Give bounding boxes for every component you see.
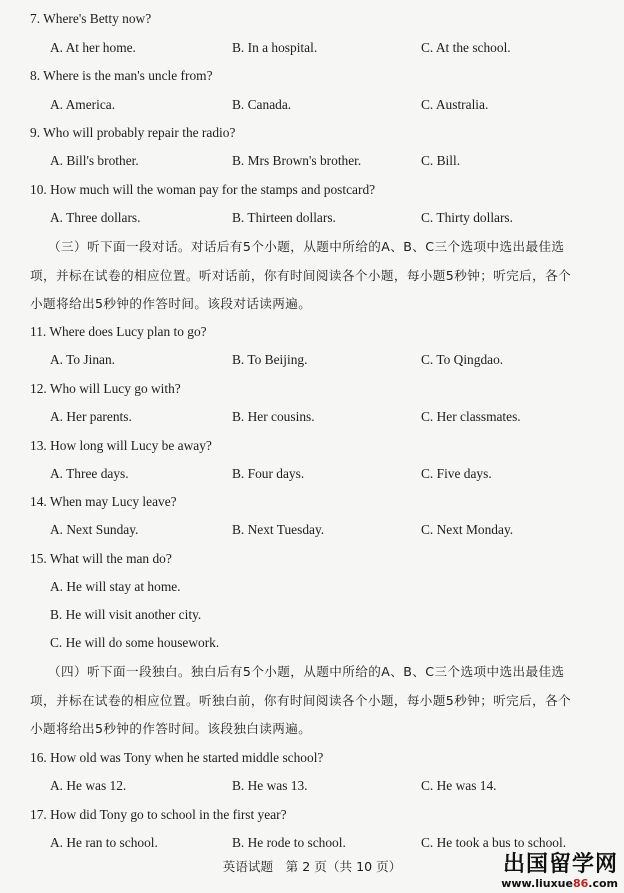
- option-7b: B. In a hospital.: [232, 40, 318, 55]
- question-14: 14. When may Lucy leave?: [30, 494, 177, 509]
- section4-line1: （四）听下面一段独白。独白后有5个小题，从题中所给的A、B、C三个选项中选出最佳选: [48, 664, 565, 679]
- option-8c: C. Australia.: [421, 97, 489, 112]
- option-11b: B. To Beijing.: [232, 352, 308, 367]
- option-12c: C. Her classmates.: [421, 409, 521, 424]
- section3-line1: （三）听下面一段对话。对话后有5个小题，从题中所给的A、B、C三个选项中选出最佳选: [48, 239, 565, 254]
- option-10a: A. Three dollars.: [50, 210, 141, 225]
- option-15c: C. He will do some housework.: [50, 635, 220, 650]
- option-15a: A. He will stay at home.: [50, 579, 181, 594]
- option-13a: A. Three days.: [50, 466, 129, 481]
- watermark-url: [501, 878, 618, 889]
- option-17a: A. He ran to school.: [50, 835, 158, 850]
- option-9c: C. Bill.: [421, 153, 461, 168]
- question-13: 13. How long will Lucy be away?: [30, 438, 212, 453]
- watermark-title: 出国留学网: [502, 852, 618, 877]
- question-8: 8. Where is the man's uncle from?: [30, 68, 213, 83]
- watermark-url-number: 86: [572, 877, 589, 890]
- question-11: 11. Where does Lucy plan to go?: [30, 324, 207, 339]
- option-14b: B. Next Tuesday.: [232, 522, 325, 537]
- option-17c: C. He took a bus to school.: [421, 835, 567, 850]
- option-16c: C. He was 14.: [421, 778, 497, 793]
- section4-line3: 小题将给出5秒钟的作答时间。该段独白读两遍。: [30, 721, 312, 736]
- question-16: 16. How old was Tony when he started middle school?: [30, 750, 324, 765]
- option-7c: C. At the school.: [421, 40, 511, 55]
- site-watermark: [501, 854, 618, 889]
- question-7: 7. Where's Betty now?: [30, 11, 152, 26]
- watermark-url-prefix: www.liuxue: [501, 877, 573, 890]
- option-12a: A. Her parents.: [50, 409, 132, 424]
- option-16b: B. He was 13.: [232, 778, 308, 793]
- option-10c: C. Thirty dollars.: [421, 210, 513, 225]
- page-footer: 英语试题 第 2 页（共 10 页）: [222, 859, 402, 874]
- option-10b: B. Thirteen dollars.: [232, 210, 336, 225]
- option-15b: B. He will visit another city.: [50, 607, 202, 622]
- question-17: 17. How did Tony go to school in the first year?: [30, 807, 287, 822]
- option-16a: A. He was 12.: [50, 778, 127, 793]
- watermark-url-suffix: .com: [588, 877, 618, 890]
- option-8b: B. Canada.: [232, 97, 292, 112]
- option-14c: C. Next Monday.: [421, 522, 514, 537]
- question-15: 15. What will the man do?: [30, 551, 172, 566]
- question-12: 12. Who will Lucy go with?: [30, 381, 181, 396]
- option-7a: A. At her home.: [50, 40, 136, 55]
- option-11c: C. To Qingdao.: [421, 352, 504, 367]
- option-12b: B. Her cousins.: [232, 409, 315, 424]
- question-10: 10. How much will the woman pay for the stamps and postcard?: [30, 182, 376, 197]
- question-9: 9. Who will probably repair the radio?: [30, 125, 236, 140]
- section3-line2: 项，并标在试卷的相应位置。听对话前，你有时间阅读各个小题，每小题5秒钟；听完后，各个: [30, 268, 572, 283]
- section3-line3: 小题将给出5秒钟的作答时间。该段对话读两遍。: [30, 296, 312, 311]
- section4-line2: 项，并标在试卷的相应位置。听独白前，你有时间阅读各个小题，每小题5秒钟；听完后，各个: [30, 693, 572, 708]
- option-11a: A. To Jinan.: [50, 352, 116, 367]
- option-9a: A. Bill's brother.: [50, 153, 139, 168]
- option-14a: A. Next Sunday.: [50, 522, 139, 537]
- option-8a: A. America.: [50, 97, 116, 112]
- option-13c: C. Five days.: [421, 466, 492, 481]
- option-9b: B. Mrs Brown's brother.: [232, 153, 362, 168]
- option-17b: B. He rode to school.: [232, 835, 346, 850]
- option-13b: B. Four days.: [232, 466, 305, 481]
